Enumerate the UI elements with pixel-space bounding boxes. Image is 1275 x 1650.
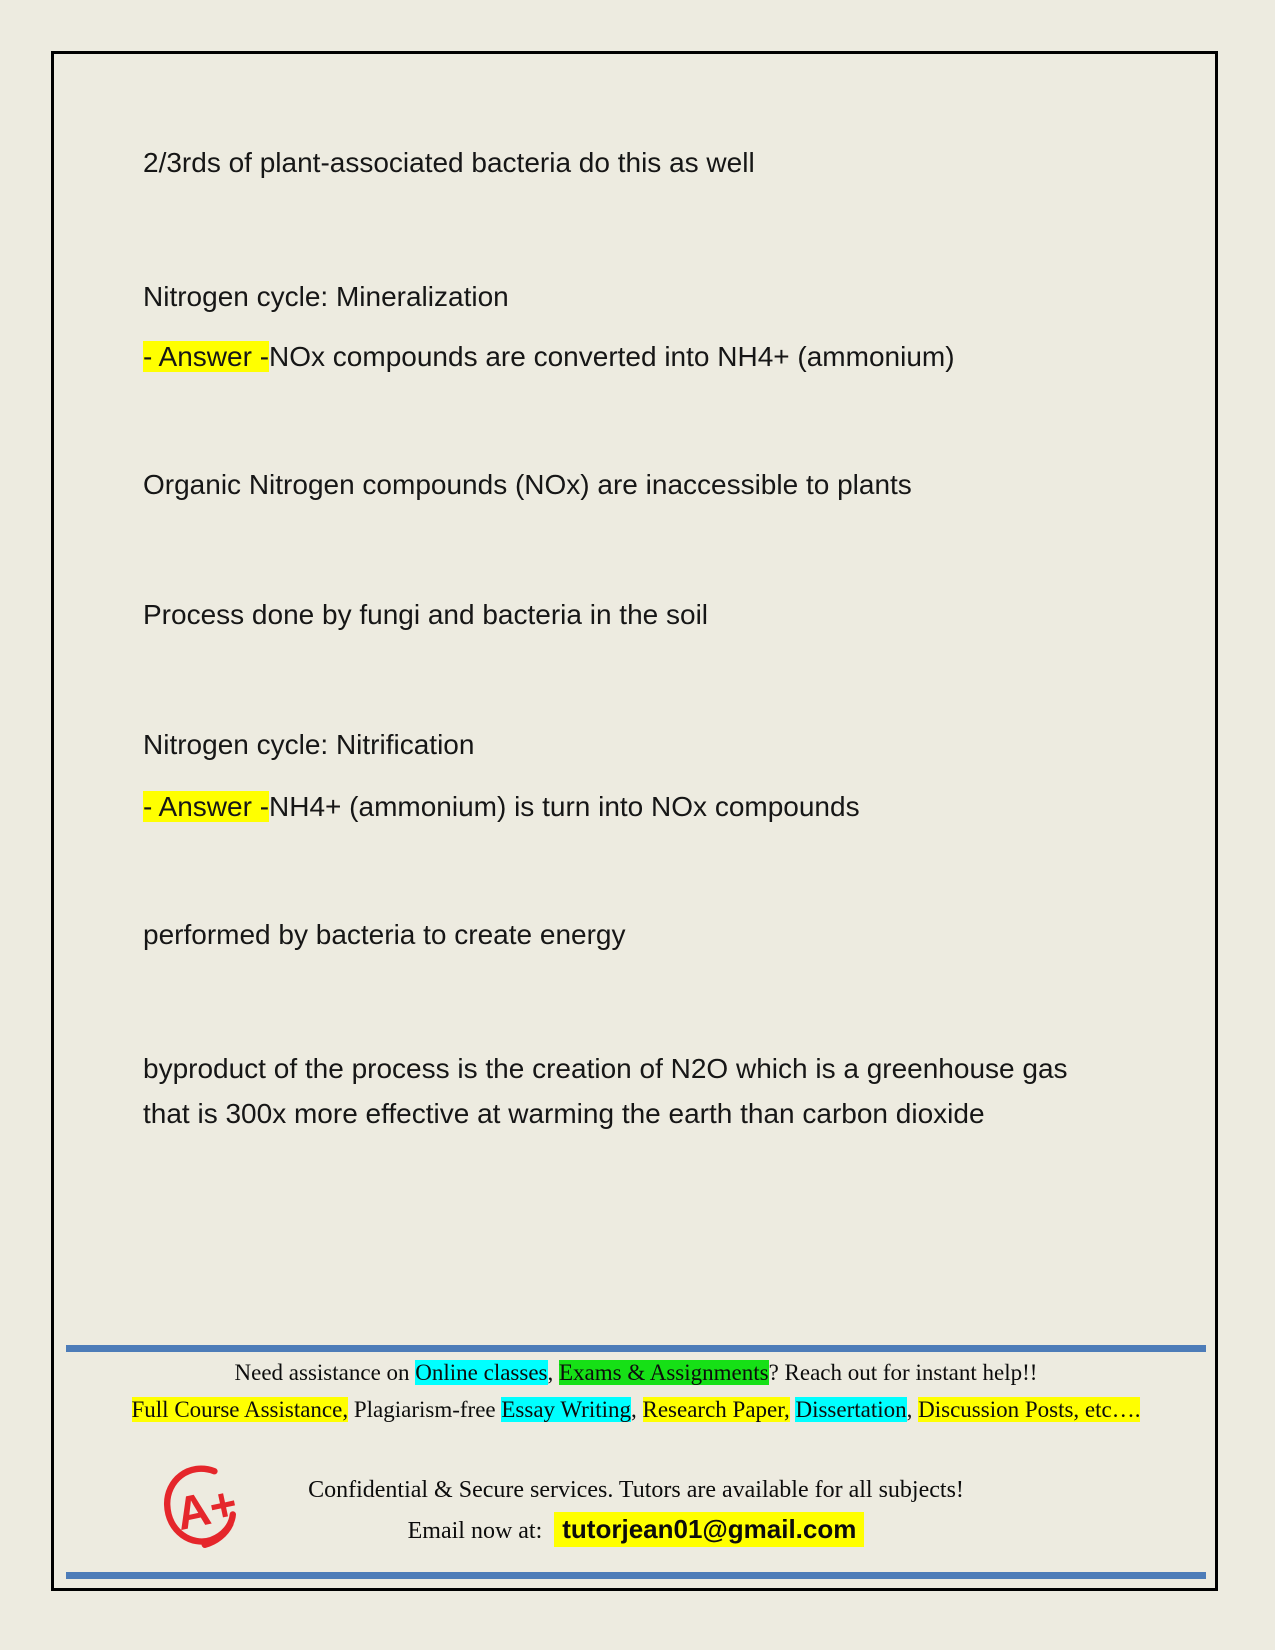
promo2-essay-writing-highlight: Essay Writing xyxy=(501,1397,631,1422)
top-divider-line xyxy=(66,1345,1206,1352)
promo1-text: Need assistance on xyxy=(234,1360,416,1385)
answer-text: NOx compounds are converted into NH4+ (ammonium) xyxy=(269,341,955,372)
promo2-plain: , xyxy=(631,1397,643,1422)
email-contact-line xyxy=(66,1514,1206,1545)
promo2-discussion-posts-highlight: Discussion Posts, etc…. xyxy=(918,1397,1141,1422)
promo2-dissertation-highlight: Dissertation xyxy=(795,1397,907,1422)
answer-line-nitrification xyxy=(143,790,1083,824)
bottom-divider-line xyxy=(66,1572,1206,1579)
question-mineralization: Nitrogen cycle: Mineralization xyxy=(143,281,509,312)
email-address[interactable]: tutorjean01@gmail.com xyxy=(554,1512,864,1547)
promo1-online-classes-highlight: Online classes xyxy=(415,1360,548,1385)
email-label: Email now at: xyxy=(407,1518,543,1544)
promo2-plain: , xyxy=(906,1397,919,1422)
services-tagline: Confidential & Secure services. Tutors are available for all subjects! xyxy=(308,1477,964,1503)
question-nitrification: Nitrogen cycle: Nitrification xyxy=(143,729,475,760)
fact-fungi-bacteria: Process done by fungi and bacteria in the soil xyxy=(143,599,709,630)
promo2-research-paper-highlight: Research Paper, xyxy=(642,1397,790,1422)
fact-bacteria-energy: performed by bacteria to create energy xyxy=(143,919,626,950)
footer-promo-line-1 xyxy=(66,1360,1206,1386)
fact-n2o-greenhouse: byproduct of the process is the creation of N2O which is a greenhouse gas that is 300x more effective at warming the earth than carbon dioxide xyxy=(143,1053,1068,1129)
promo2-plain: Plagiarism-free xyxy=(348,1397,502,1422)
logo-a-plus-text: A+ xyxy=(171,1476,240,1540)
answer-line-mineralization xyxy=(143,340,1083,374)
answer-label-highlight: - Answer - xyxy=(143,791,270,822)
promo2-full-course-highlight: Full Course Assistance, xyxy=(131,1397,349,1422)
answer-text: NH4+ (ammonium) is turn into NOx compounds xyxy=(269,791,860,822)
notes-body xyxy=(143,146,1083,1136)
fact-intro: 2/3rds of plant-associated bacteria do this as well xyxy=(143,147,755,178)
fact-organic-nitrogen: Organic Nitrogen compounds (NOx) are inaccessible to plants xyxy=(143,469,912,500)
promo1-exams-assignments-highlight: Exams & Assignments xyxy=(559,1360,769,1385)
answer-label-highlight: - Answer - xyxy=(143,341,270,372)
footer-promo-line-2 xyxy=(66,1397,1206,1423)
spacer xyxy=(542,1518,554,1544)
promo1-separator: , xyxy=(547,1360,559,1385)
promo1-text-end: ? Reach out for instant help!! xyxy=(768,1360,1038,1385)
